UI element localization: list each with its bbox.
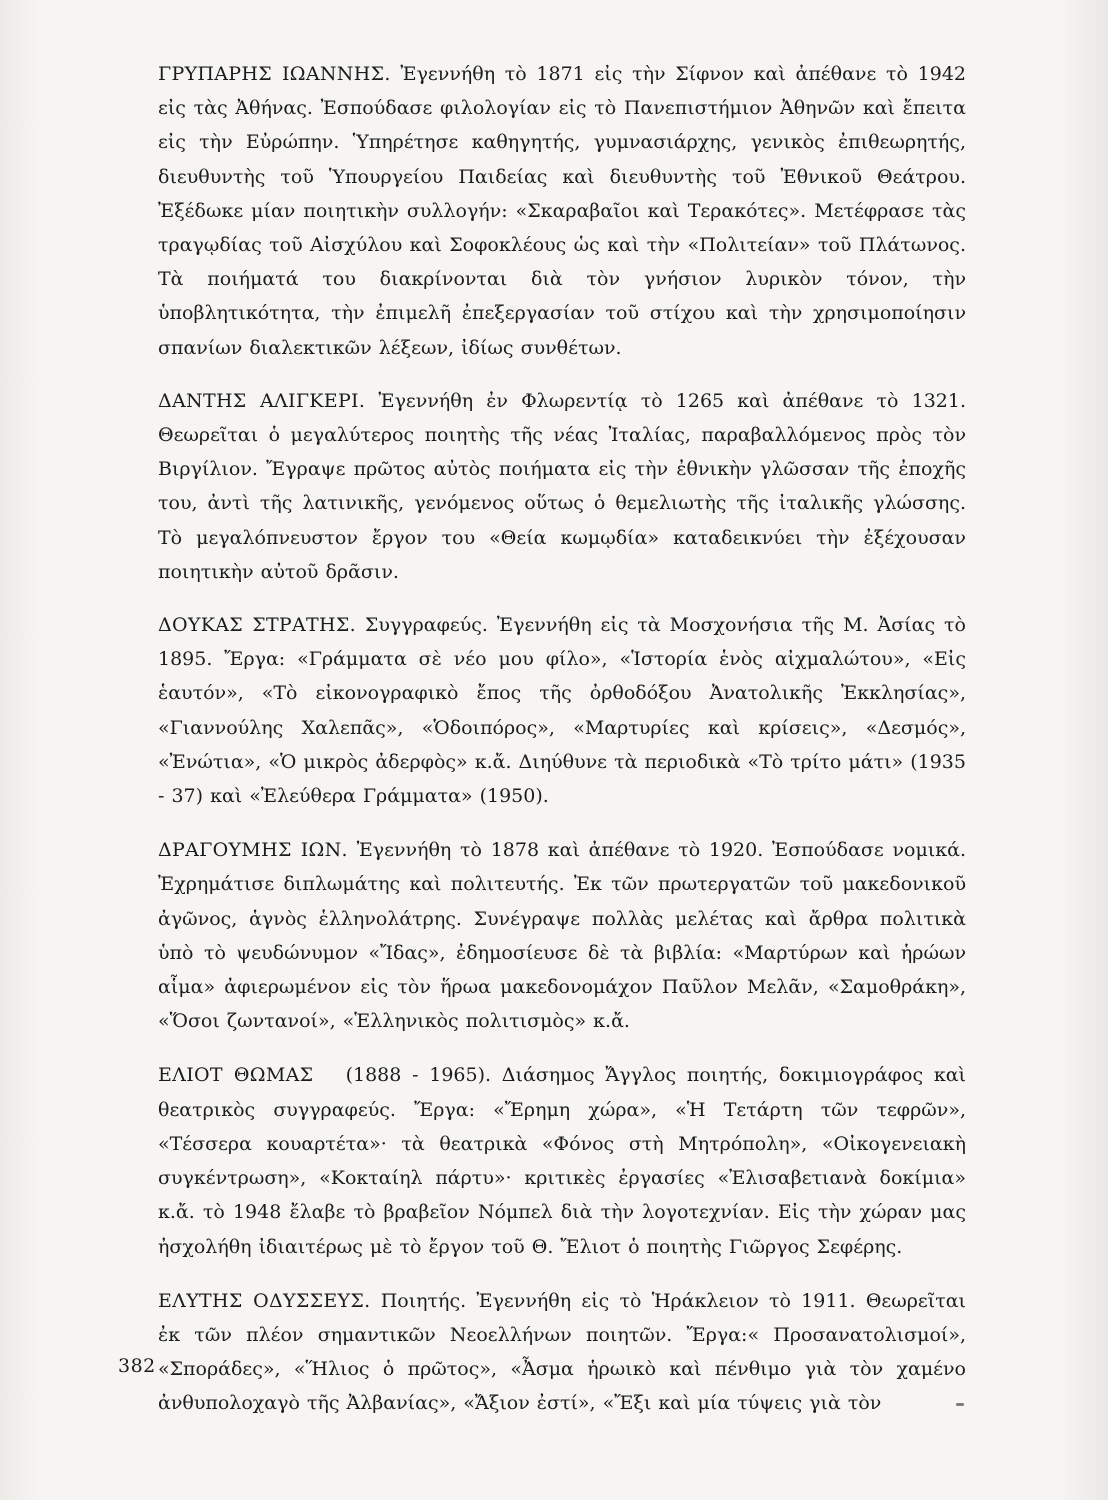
page-number: 382 [118, 1355, 156, 1377]
entries-column [158, 57, 966, 1421]
entry-body: Ἐγεννήθη ἐν Φλωρεντίᾳ τὸ 1265 καὶ ἀπέθανε τὸ 1321. Θεωρεῖται ὁ μεγαλύτερος ποιητὴς τῆς νέας Ἰταλίας, παραβαλλόμενος πρὸς τὸν Βιργίλιον. Ἔγραψε πρῶτος αὐτὸς ποιήματα εἰς τὴν ἐθνικὴν γλῶσσαν τῆς ἐποχῆς του, ἀντὶ τῆς λατινικῆς, γενόμενος οὕτως ὁ θεμελιωτὴς τῆς ἰταλικῆς γλώσσης. Τὸ μεγαλόπνευστον ἔργον του «Θεία κωμῳδία» καταδεικνύει τὴν ἐξέχουσαν ποιητικὴν αὐτοῦ δρᾶσιν. [158, 389, 967, 583]
entry-dante [158, 384, 966, 589]
entry-body: Ποιητής. Ἐγεννήθη εἰς τὸ Ἡράκλειον τὸ 1911. Θεωρεῖται ἐκ τῶν πλέον σημαντικῶν Νεοελλήνων ποιητῶν. Ἔργα:« Προσανατολισμοί», «Σποράδες», «Ἥλιος ὁ πρῶτος», «Ἆσμα ἡρωικὸ καὶ πένθιμο γιὰ τὸν χαμένο ἀνθυπολοχαγὸ τῆς Ἀλβανίας», «Ἄξιον ἐστί», «Ἔξι καὶ μία τύψεις γιὰ τὸν [158, 1289, 966, 1415]
entry-dragoumis [158, 833, 966, 1038]
entry-name: ΕΛΙΟΤ ΘΩΜΑΣ [158, 1064, 314, 1087]
entry-body: Ἐγεννήθη τὸ 1871 εἰς τὴν Σίφνον καὶ ἀπέθανε τὸ 1942 εἰς τὰς Ἀθήνας. Ἐσπούδασε φιλολογίαν εἰς τὸ Πανεπιστήμιον Ἀθηνῶν καὶ ἔπειτα εἰς τὴν Εὐρώπην. Ὑπηρέτησε καθηγητής, γυμνασιάρχης, γενικὸς ἐπιθεωρητής, διευθυντὴς τοῦ Ὑπουργείου Παιδείας καὶ διευθυντὴς τοῦ Ἐθνικοῦ Θεάτρου. Ἐξέδωκε μίαν ποιητικὴν συλλογήν: «Σκαραβαῖοι καὶ Τερακότες». Μετέφρασε τὰς τραγῳδίας τοῦ Αἰσχύλου καὶ Σοφοκλέους ὡς καὶ τὴν «Πολιτείαν» τοῦ Πλάτωνος. Τὰ ποιήματά του διακρίνονται διὰ τὸν γνήσιον λυρικὸν τόνον, τὴν ὑποβλητικότητα, τὴν ἐπιμελῆ ἐπεξεργασίαν τοῦ στίχου καὶ τὴν χρησιμοποίησιν σπανίων διαλεκτικῶν λέξεων, ἰδίως συνθέτων. [158, 63, 967, 359]
entry-body: (1888 - 1965). Διάσημος Ἄγγλος ποιητής, δοκιμιογράφος καὶ θεατρικὸς συγγραφεύς. Ἔργα: «Ἔρημη χώρα», «Ἡ Τετάρτη τῶν τεφρῶν», «Τέσσερα κουαρτέτα»· τὰ θεατρικὰ «Φόνος στὴ Μητρόπολη», «Οἰκογενειακὴ συγκέντρωση», «Κοκταίηλ πάρτυ»· κριτικὲς ἐργασίες «Ἐλισαβετιανὰ δοκίμια» κ.ἄ. τὸ 1948 ἔλαβε τὸ βραβεῖον Νόμπελ διὰ τὴν λογοτεχνίαν. Εἰς τὴν χώραν μας ἠσχολήθη ἰδιαιτέρως μὲ τὸ ἔργον τοῦ Θ. Ἔλιοτ ὁ ποιητὴς Γιῶργος Σεφέρης. [158, 1064, 967, 1258]
entry-name: ΓΡΥΠΑΡΗΣ ΙΩΑΝΝΗΣ. [158, 63, 391, 85]
entry-gryparis [158, 57, 966, 365]
entry-name: ΔΟΥΚΑΣ ΣΤΡΑΤΗΣ. [158, 614, 356, 637]
entry-eliot [158, 1058, 966, 1263]
print-speck [956, 1403, 964, 1406]
entry-name: ΕΛΥΤΗΣ ΟΔΥΣΣΕΥΣ. [158, 1289, 371, 1312]
entry-body: Ἐγεννήθη τὸ 1878 καὶ ἀπέθανε τὸ 1920. Ἐσπούδασε νομικά. Ἐχρημάτισε διπλωμάτης καὶ πολιτευτής. Ἐκ τῶν πρωτεργατῶν τοῦ μακεδονικοῦ ἀγῶνος, ἁγνὸς ἑλληνολάτρης. Συνέγραψε πολλὰς μελέτας καὶ ἄρθρα πολιτικὰ ὑπὸ τὸ ψευδώνυμον «Ἴδας», ἐδημοσίευσε δὲ τὰ βιβλία: «Μαρτύρων καὶ ἡρώων αἷμα» ἀφιερωμένον εἰς τὸν ἥρωα μακεδονομάχον Παῦλον Μελᾶν, «Σαμοθράκη», «Ὅσοι ζωντανοί», «Ἑλληνικὸς πολιτισμὸς» κ.ἄ. [158, 839, 966, 1033]
entry-name: ΔΑΝΤΗΣ ΑΛΙΓΚΕΡΙ. [158, 389, 366, 412]
entry-body: Συγγραφεύς. Ἐγεννήθη εἰς τὰ Μοσχονήσια τῆς Μ. Ἀσίας τὸ 1895. Ἔργα: «Γράμματα σὲ νέο μου φίλο», «Ἱστορία ἑνὸς αἰχμαλώτου», «Εἰς ἑαυτόν», «Τὸ εἰκονογραφικὸ ἔπος τῆς ὀρθοδόξου Ἀνατολικῆς Ἐκκλησίας», «Γιαννούλης Χαλεπᾶς», «Ὁδοιπόρος», «Μαρτυρίες καὶ κρίσεις», «Δεσμός», «Ἐνώτια», «Ὁ μικρὸς ἀδερφὸς» κ.ἄ. Διηύθυνε τὰ περιοδικὰ «Τὸ τρίτο μάτι» (1935 - 37) καὶ «Ἐλεύθερα Γράμματα» (1950). [158, 614, 966, 808]
entry-doukas [158, 608, 966, 813]
entry-elytis [158, 1284, 966, 1421]
entry-name: ΔΡΑΓΟΥΜΗΣ ΙΩΝ. [158, 839, 348, 862]
